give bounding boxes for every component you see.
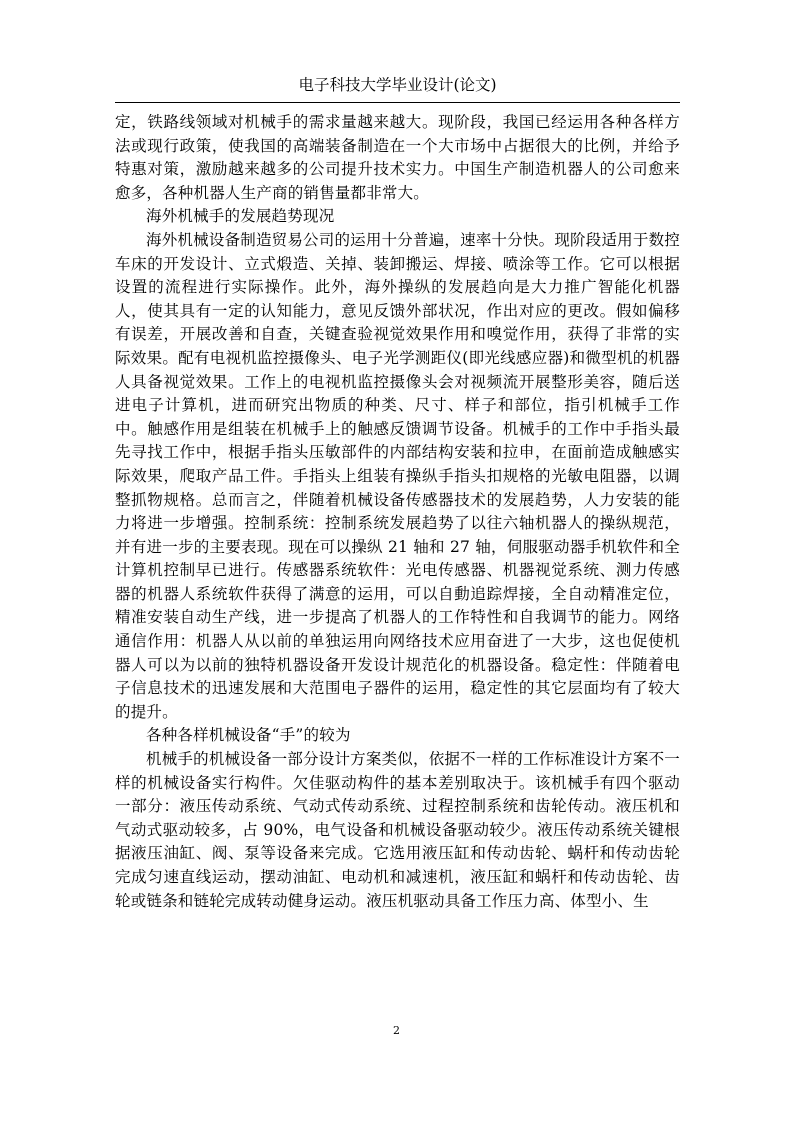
page-number: 2 [393,1024,400,1037]
header-divider [115,102,680,103]
page-header-title: 电子科技大学毕业设计(论文) [298,76,497,94]
document-body [115,111,680,913]
paragraph-continuation: 定，铁路线领域对机械手的需求量越来越大。现阶段，我国已经运用各种各样方法或现行政策，使我国的高端装备制造在一个大市场中占据很大的比例，并给予特惠对策，激励越来越多的公司提升技术实力。中国生产制造机器人的公司愈来愈多，各种机器人生产商的销售量都非常大。 [115,113,680,202]
section-heading-comparison: 各种各样机械设备“手”的较为 [146,726,351,745]
paragraph-overseas-trends: 海外机械设备制造贸易公司的运用十分普遍，速率十分快。现阶段适用于数控车床的开发设计、立式煅造、关掉、装卸搬运、焊接、喷涂等工作。它可以根据设置的流程进行实际操作。此外，海外操纵的发展趋向是大力推广智能化机器人，使其具有一定的认知能力，意见反馈外部状况，作出对应的更改。假如偏移有误差，开展改善和自查，关键查验视觉效果作用和嗅觉作用，获得了非常的实际效果。配有电视机监控摄像头、电子光学测距仪(即光线感应器)和微型机的机器人具备视觉效果。工作上的电视机监控摄像头会对视频流开展整形美容，随后送进电子计算机，进而研究出物质的种类、尺寸、样子和部位，指引机械手工作中。触感作用是组装在机械手上的触感反馈调节设备。机械手的工作中手指头最先寻找工作中，根据手指头压敏部件的内部结构安装和拉申，在面前造成触感实际效果，爬取产品工件。手指头上组装有操纵手指头扣规格的光敏电阻器，以调整抓物规格。总而言之，伴随着机械设备传感器技术的发展趋势，人力安装的能力将进一步增强。控制系统：控制系统发展趋势了以往六轴机器人的操纵规范，并有进一步的主要表现。现在可以操纵 21 轴和 27 轴，伺服驱动器手机软件和全计算机控制早已进行。传感器系统软件：光电传感器、机器视觉系统、测力传感器的机器人系统软件获得了满意的运用，可以自動追踪焊接，全自动精准定位，精准安装自动生产线，进一步提高了机器人的工作特性和自我调节的能力。网络通信作用：机器人从以前的单独运用向网络技术应用奋进了一大步，这也促使机器人可以为以前的独特机器设备开发设计规范化的机器设备。稳定性：伴随着电子信息技术的迅速发展和大范围电子器件的运用，稳定性的其它层面均有了较大的提升。 [115,230,680,721]
paragraph-comparison: 机械手的机械设备一部分设计方案类似，依据不一样的工作标准设计方案不一样的机械设备实行构件。欠佳驱动构件的基本差别取决于。该机械手有四个驱动一部分：液压传动系统、气动式传动系统、过程控制系统和齿轮传动。液压机和气动式驱动较多，占 90%，电气设备和机械设备驱动较少。液压传动系统关键根据液压油缸、阀、泵等设备来完成。它选用液压缸和传动齿轮、蜗杆和传动齿轮完成匀速直线运动，摆动油缸、电动机和减速机，液压缸和蜗杆和传动齿轮、齿轮或链条和链轮完成转动健身运动。液压机驱动具备工作压力高、体型小、生 [115,750,680,910]
section-heading-overseas-trends: 海外机械手的发展趋势现况 [146,207,335,226]
